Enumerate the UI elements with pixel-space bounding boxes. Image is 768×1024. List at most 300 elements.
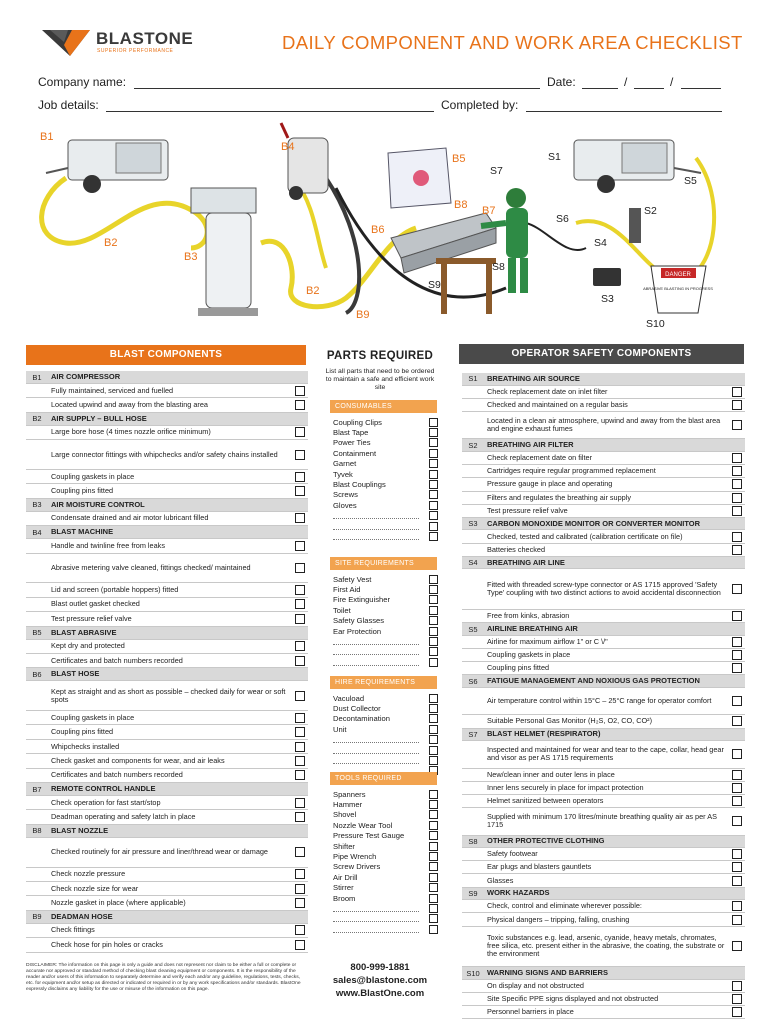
checklist-spacer [291, 526, 308, 538]
label-b3: B3 [184, 251, 198, 263]
contact-website: www.BlastOne.com [335, 988, 425, 999]
checklist-code [462, 808, 484, 834]
checkbox[interactable] [732, 532, 742, 542]
parts-checkbox[interactable] [429, 501, 438, 510]
checklist-item-text: Inspected and maintained for wear and tear to the cape, collar, head gear and visor as per AS 1715 requirements [487, 745, 724, 763]
parts-blank-line[interactable] [333, 533, 419, 540]
checklist-code [462, 569, 484, 609]
checkbox[interactable] [295, 869, 305, 879]
checklist-code: B9 [32, 912, 42, 922]
checkbox-cell [291, 740, 308, 753]
checkbox[interactable] [295, 427, 305, 437]
parts-checkbox[interactable] [429, 511, 438, 520]
parts-blank-entry[interactable] [333, 903, 438, 913]
checklist-code [462, 861, 484, 873]
parts-checkbox[interactable] [429, 449, 438, 458]
checklist-item-text: Blast outlet gasket checked [51, 599, 140, 609]
parts-checkbox[interactable] [429, 790, 438, 799]
checkbox-cell [291, 754, 308, 767]
checkbox-cell [291, 426, 308, 439]
checklist-item-text: Pressure gauge in place and operating [487, 479, 613, 489]
checkbox-cell [291, 398, 308, 411]
checkbox[interactable] [295, 742, 305, 752]
parts-checkbox[interactable] [429, 904, 438, 913]
parts-item [333, 469, 438, 479]
checklist-item-text: Lid and screen (portable hoppers) fitted [51, 585, 179, 595]
parts-checkbox[interactable] [429, 606, 438, 615]
parts-checkbox[interactable] [429, 746, 438, 755]
checklist-item-text: Check replacement date on inlet filter [487, 386, 608, 396]
parts-checkbox[interactable] [429, 925, 438, 934]
checklist-group-b9 [26, 911, 308, 924]
checklist-item [462, 465, 745, 478]
checkbox-cell [291, 725, 308, 738]
checklist-code: S8 [468, 836, 478, 846]
parts-checkbox[interactable] [429, 428, 438, 437]
checkbox[interactable] [295, 541, 305, 551]
blast-components-table [26, 371, 308, 953]
checkbox[interactable] [732, 770, 742, 780]
checkbox[interactable] [295, 614, 305, 624]
parts-item [333, 883, 438, 893]
checkbox[interactable] [295, 713, 305, 723]
checklist-code [26, 470, 48, 483]
checkbox[interactable] [295, 599, 305, 609]
checkbox-cell [728, 927, 745, 967]
parts-item [333, 789, 438, 799]
checklist-group-s10 [462, 967, 745, 980]
checkbox-cell [291, 882, 308, 895]
checkbox[interactable] [732, 663, 742, 673]
checkbox[interactable] [732, 387, 742, 397]
checkbox[interactable] [732, 650, 742, 660]
checklist-code [462, 848, 484, 860]
parts-blank-line[interactable] [333, 659, 419, 666]
checkbox[interactable] [732, 862, 742, 872]
checkbox[interactable] [732, 479, 742, 489]
checklist-code [462, 399, 484, 411]
parts-checkbox[interactable] [429, 616, 438, 625]
checkbox[interactable] [295, 691, 305, 701]
checklist-item [462, 610, 745, 623]
steel-beam-workpiece [391, 213, 496, 314]
parts-checkbox[interactable] [429, 756, 438, 765]
parts-item-label: Nozzle Wear Tool [333, 820, 393, 830]
checkbox[interactable] [732, 611, 742, 621]
parts-checkbox[interactable] [429, 842, 438, 851]
parts-checkbox[interactable] [429, 627, 438, 636]
parts-checkbox[interactable] [429, 575, 438, 584]
checklist-item-text: Located upwind and away from the blasting area [51, 400, 208, 410]
checklist-code: S1 [468, 374, 478, 384]
checklist-item-text: Check hose for pin holes or cracks [51, 939, 163, 949]
parts-checkbox[interactable] [429, 862, 438, 871]
checkbox-cell [728, 900, 745, 912]
danger-sign-text: ABRASIVE BLASTING IN PROGRESS [643, 286, 713, 291]
air-filter-s2 [629, 208, 641, 243]
parts-checkbox[interactable] [429, 532, 438, 541]
blast-machine-b4 [281, 123, 328, 200]
parts-blank-line[interactable] [333, 736, 419, 743]
checklist-item [462, 741, 745, 768]
checkbox[interactable] [295, 798, 305, 808]
checklist-spacer [291, 627, 308, 639]
parts-blank-entry[interactable] [333, 745, 438, 755]
parts-blank-entry[interactable] [333, 636, 438, 646]
parts-blank-line[interactable] [333, 512, 419, 519]
checklist-item-text: Certificates and batch numbers recorded [51, 655, 183, 665]
parts-item-label: Gloves [333, 500, 357, 510]
checklist-code [462, 465, 484, 477]
parts-checkbox[interactable] [429, 637, 438, 646]
checkbox[interactable] [732, 876, 742, 886]
parts-checkbox[interactable] [429, 800, 438, 809]
parts-checkbox[interactable] [429, 714, 438, 723]
checkbox[interactable] [295, 472, 305, 482]
checklist-item [26, 440, 308, 470]
checklist-group-title: FATIGUE MANAGEMENT AND NOXIOUS GAS PROTECTION [487, 676, 700, 686]
checklist-item [462, 688, 745, 715]
checklist-item [462, 412, 745, 439]
checklist-code [26, 398, 48, 411]
parts-checkbox[interactable] [429, 470, 438, 479]
checklist-code: B2 [32, 414, 42, 424]
checklist-code: S2 [468, 440, 478, 450]
parts-blank-entry[interactable] [333, 521, 438, 531]
parts-checkbox[interactable] [429, 480, 438, 489]
label-s8: S8 [492, 261, 505, 273]
checkbox[interactable] [295, 770, 305, 780]
checkbox[interactable] [295, 940, 305, 950]
parts-checkbox[interactable] [429, 585, 438, 594]
checkbox[interactable] [732, 1007, 742, 1017]
parts-item [333, 479, 438, 489]
checklist-item-text: Cartridges require regular programmed replacement [487, 466, 656, 476]
parts-item-label: First Aid [333, 585, 361, 595]
checklist-group-b2 [26, 413, 308, 426]
checklist-item [462, 848, 745, 861]
checkbox[interactable] [732, 420, 742, 430]
parts-checkbox[interactable] [429, 914, 438, 923]
parts-item [333, 799, 438, 809]
parts-item [333, 714, 438, 724]
parts-item [333, 893, 438, 903]
checklist-spacer [728, 888, 745, 900]
parts-item-label: Broom [333, 893, 356, 903]
checkbox[interactable] [732, 545, 742, 555]
checklist-item-text: On display and not obstructed [487, 980, 584, 990]
checkbox[interactable] [295, 756, 305, 766]
checklist-code [462, 795, 484, 807]
checkbox[interactable] [295, 847, 305, 857]
checklist-item-text: Airline for maximum airflow 1" or C \/" [487, 636, 608, 646]
checklist-item-text: Test pressure relief valve [51, 613, 132, 623]
checklist-item [26, 938, 308, 952]
parts-items [333, 693, 438, 776]
checklist-group-b6 [26, 668, 308, 681]
parts-category-tools-required: TOOLS REQUIRED [330, 772, 437, 785]
checklist-item [26, 924, 308, 938]
checkbox[interactable] [295, 898, 305, 908]
parts-item-label: Decontamination [333, 714, 390, 724]
checklist-item [26, 426, 308, 440]
checklist-group-title: AIR MOISTURE CONTROL [51, 499, 145, 509]
checklist-code [26, 896, 48, 909]
checkbox[interactable] [732, 493, 742, 503]
checkbox[interactable] [295, 400, 305, 410]
parts-blank-line[interactable] [333, 638, 419, 645]
job-details-field[interactable] [106, 111, 434, 112]
checklist-group-s2 [462, 439, 745, 452]
checklist-item [26, 796, 308, 810]
parts-checkbox[interactable] [429, 883, 438, 892]
abrasive-bag-b5 [388, 148, 451, 208]
checklist-item-text: Toxic substances e.g. lead, arsenic, cyanide, heavy metals, chromates, free silica, etc. present either in the abrasive, the coating, the substrate or the environment [487, 933, 725, 959]
parts-blank-line[interactable] [333, 926, 419, 933]
checkbox-cell [728, 530, 745, 542]
parts-checkbox[interactable] [429, 490, 438, 499]
checklist-spacer [291, 911, 308, 923]
moisture-control-b3 [191, 188, 258, 316]
parts-checkbox[interactable] [429, 647, 438, 656]
checklist-group-title: BLAST HELMET (RESPIRATOR) [487, 729, 601, 739]
label-s4: S4 [594, 237, 607, 249]
parts-items [333, 574, 438, 668]
completed-by-field[interactable] [526, 111, 722, 112]
parts-blank-entry[interactable] [333, 657, 438, 667]
logo-wordmark: BLASTONE [96, 29, 194, 48]
checklist-item-text: Nozzle gasket in place (where applicable) [51, 898, 186, 908]
parts-checkbox[interactable] [429, 852, 438, 861]
parts-checkbox[interactable] [429, 810, 438, 819]
parts-blank-entry[interactable] [333, 924, 438, 934]
checkbox[interactable] [732, 901, 742, 911]
checklist-code [26, 512, 48, 525]
checklist-item-text: Handle and twinline free from leaks [51, 540, 165, 550]
checklist-item [462, 769, 745, 782]
checklist-group-title: WORK HAZARDS [487, 888, 550, 898]
checklist-item [462, 386, 745, 399]
checklist-code [26, 838, 48, 867]
checklist-code [26, 640, 48, 653]
checklist-item-text: Physical dangers – tripping, falling, crushing [487, 914, 630, 924]
parts-blank-line[interactable] [333, 523, 419, 530]
company-name-label: Company name: [38, 75, 127, 89]
checklist-code [26, 882, 48, 895]
checkbox[interactable] [732, 783, 742, 793]
checklist-code [462, 782, 484, 794]
checkbox[interactable] [732, 637, 742, 647]
checkbox-cell [291, 711, 308, 724]
checkbox[interactable] [295, 925, 305, 935]
parts-blank-line[interactable] [333, 757, 419, 764]
checklist-code [462, 649, 484, 661]
checkbox[interactable] [732, 749, 742, 759]
checkbox[interactable] [732, 696, 742, 706]
checklist-spacer [728, 836, 745, 848]
parts-blank-entry[interactable] [333, 647, 438, 657]
date-separator-1: / [624, 75, 628, 89]
checkbox-cell [728, 741, 745, 767]
operator-safety-header: OPERATOR SAFETY COMPONENTS [459, 344, 744, 364]
parts-blank-line[interactable] [333, 648, 419, 655]
checklist-item [462, 544, 745, 557]
checklist-code [462, 980, 484, 992]
checkbox-cell [291, 554, 308, 583]
checkbox[interactable] [295, 386, 305, 396]
parts-checkbox[interactable] [429, 873, 438, 882]
checkbox[interactable] [732, 453, 742, 463]
checklist-item-text: Check nozzle size for wear [51, 883, 139, 893]
parts-checkbox[interactable] [429, 704, 438, 713]
date-year-field[interactable] [681, 88, 721, 89]
parts-checkbox[interactable] [429, 821, 438, 830]
parts-checkbox[interactable] [429, 658, 438, 667]
checklist-code [462, 610, 484, 622]
parts-blank-line[interactable] [333, 747, 419, 754]
parts-checkbox[interactable] [429, 694, 438, 703]
checkbox[interactable] [295, 884, 305, 894]
checkbox[interactable] [732, 994, 742, 1004]
work-site-illustration [26, 118, 746, 340]
checkbox-cell [728, 848, 745, 860]
checkbox[interactable] [295, 563, 305, 573]
checkbox[interactable] [295, 486, 305, 496]
parts-blank-line[interactable] [333, 905, 419, 912]
checkbox[interactable] [295, 727, 305, 737]
label-b7: B7 [482, 205, 496, 217]
checkbox[interactable] [732, 584, 742, 594]
checkbox-cell [728, 913, 745, 925]
blast-components-header: BLAST COMPONENTS [26, 345, 306, 365]
parts-item [333, 605, 438, 615]
label-b5: B5 [452, 153, 466, 165]
checkbox[interactable] [732, 506, 742, 516]
parts-item [333, 595, 438, 605]
label-s6: S6 [556, 213, 569, 225]
label-s1: S1 [548, 151, 561, 163]
checklist-code [462, 913, 484, 925]
checkbox[interactable] [732, 816, 742, 826]
checklist-group-s7 [462, 729, 745, 742]
checklist-code: B3 [32, 500, 42, 510]
parts-blank-entry[interactable] [333, 511, 438, 521]
checklist-item [26, 598, 308, 612]
checkbox[interactable] [295, 585, 305, 595]
checklist-item [26, 654, 308, 668]
checklist-code: B1 [32, 372, 42, 382]
checkbox[interactable] [295, 513, 305, 523]
parts-item-label: Shifter [333, 841, 355, 851]
checkbox-cell [291, 583, 308, 596]
parts-item-label: Blast Couplings [333, 480, 386, 490]
parts-checkbox[interactable] [429, 725, 438, 734]
parts-checkbox[interactable] [429, 418, 438, 427]
checklist-item [26, 769, 308, 783]
checklist-code: B6 [32, 669, 42, 679]
checklist-code [462, 874, 484, 886]
checklist-code [462, 993, 484, 1005]
checkbox-cell [728, 386, 745, 398]
checklist-group-title: BLAST ABRASIVE [51, 627, 117, 637]
checkbox[interactable] [732, 915, 742, 925]
parts-blank-entry[interactable] [333, 755, 438, 765]
checklist-item-text: Large connector fittings with whipchecks and/or safety chains installed [51, 449, 278, 459]
checklist-item-text: Checked routinely for air pressure and liner/thread wear or damage [51, 847, 268, 857]
checkbox[interactable] [295, 641, 305, 651]
checklist-spacer [728, 518, 745, 530]
checklist-item [462, 530, 745, 543]
parts-blank-line[interactable] [333, 915, 419, 922]
label-s9: S9 [428, 279, 441, 291]
checkbox[interactable] [732, 400, 742, 410]
checklist-code [26, 539, 48, 552]
parts-item [333, 862, 438, 872]
checklist-group-title: OTHER PROTECTIVE CLOTHING [487, 836, 605, 846]
checkbox[interactable] [732, 796, 742, 806]
checklist-item-text: Filters and regulates the breathing air supply [487, 492, 631, 502]
checklist-item [26, 384, 308, 398]
date-day-field[interactable] [582, 88, 618, 89]
parts-item [333, 574, 438, 584]
checklist-code [462, 530, 484, 542]
parts-item [333, 703, 438, 713]
parts-checkbox[interactable] [429, 438, 438, 447]
checkbox[interactable] [732, 981, 742, 991]
checkbox[interactable] [732, 466, 742, 476]
checklist-item-text: Ear plugs and blasters gauntlets [487, 862, 592, 872]
label-s2: S2 [644, 205, 657, 217]
date-separator-2: / [670, 75, 674, 89]
checklist-item [462, 900, 745, 913]
checklist-spacer [728, 967, 745, 979]
checklist-item-text: Personnel barriers in place [487, 1007, 574, 1017]
parts-checkbox[interactable] [429, 522, 438, 531]
parts-checkbox[interactable] [429, 831, 438, 840]
checklist-item-text: Condensate drained and air motor lubricant filled [51, 513, 209, 523]
parts-checkbox[interactable] [429, 595, 438, 604]
parts-category-consumables: CONSUMABLES [330, 400, 437, 413]
checklist-item-text: Kept as straight and as short as possible – checked daily for wear or soft spots [51, 686, 286, 704]
parts-item [333, 841, 438, 851]
parts-item-label: Hammer [333, 800, 363, 810]
date-month-field[interactable] [634, 88, 664, 89]
parts-checkbox[interactable] [429, 459, 438, 468]
company-name-field[interactable] [134, 88, 540, 89]
parts-item [333, 459, 438, 469]
parts-checkbox[interactable] [429, 894, 438, 903]
checkbox[interactable] [295, 812, 305, 822]
checkbox[interactable] [295, 450, 305, 460]
checklist-item [26, 554, 308, 584]
checkbox[interactable] [732, 941, 742, 951]
parts-item [333, 500, 438, 510]
checklist-item [462, 636, 745, 649]
checkbox[interactable] [732, 716, 742, 726]
checkbox[interactable] [295, 656, 305, 666]
parts-blank-entry[interactable] [333, 914, 438, 924]
parts-blank-entry[interactable] [333, 531, 438, 541]
checklist-spacer [291, 783, 308, 795]
parts-blank-entry[interactable] [333, 735, 438, 745]
checklist-group-title: BREATHING AIR LINE [487, 557, 565, 567]
checklist-item-text: Coupling gaskets in place [51, 712, 135, 722]
checklist-spacer [291, 668, 308, 680]
checkbox[interactable] [732, 849, 742, 859]
checklist-item-text: Coupling gaskets in place [51, 471, 135, 481]
checklist-code [26, 740, 48, 753]
parts-checkbox[interactable] [429, 735, 438, 744]
